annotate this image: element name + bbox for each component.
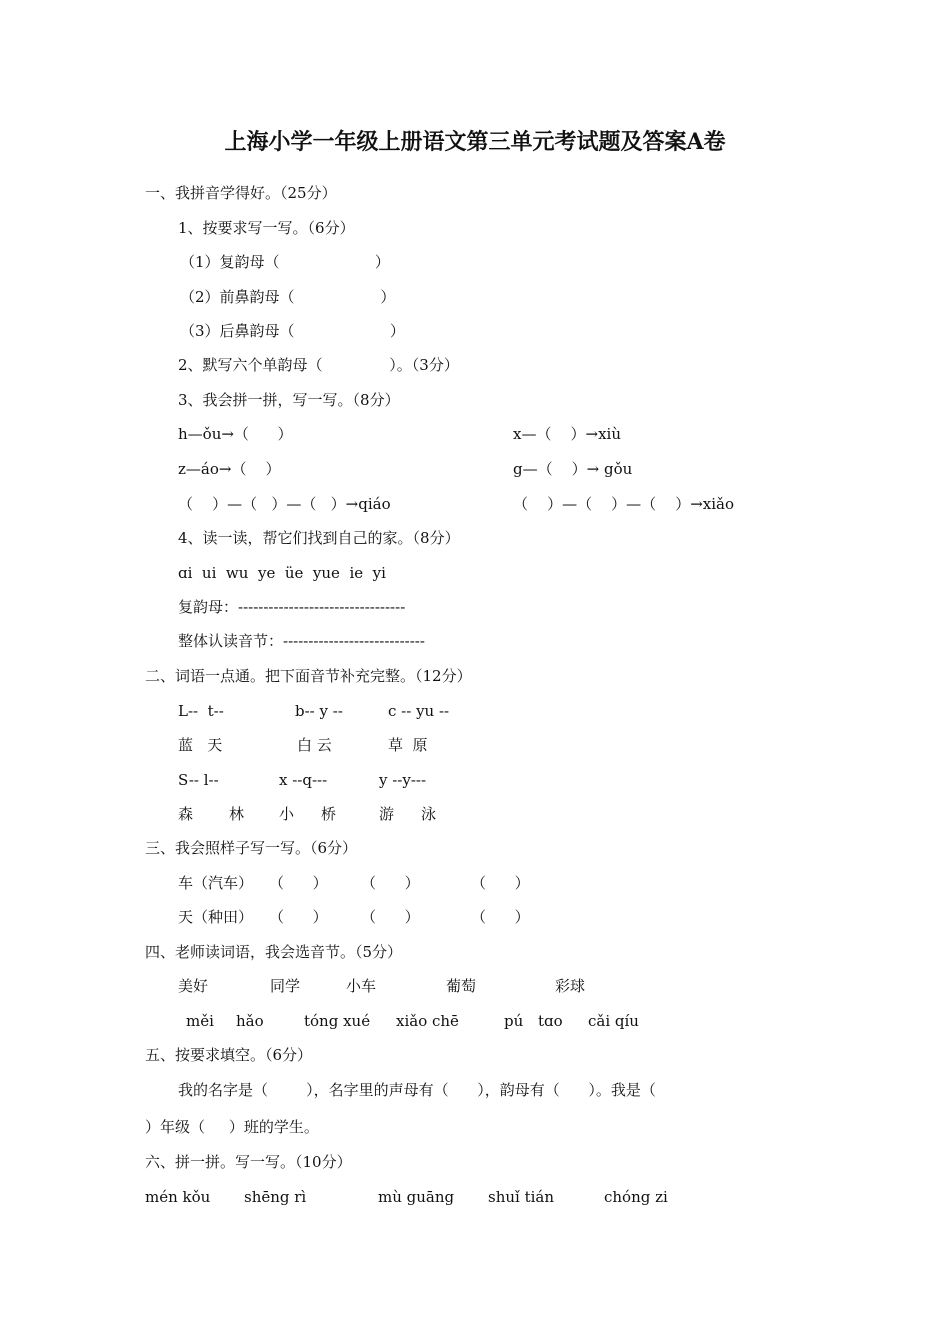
page-title: 上海小学一年级上册语文第三单元考试题及答案A卷 xyxy=(224,129,726,155)
spell-row-2-left: z—áo→（ ） xyxy=(178,460,281,478)
spell-row-1-right: x—（ ）→xiù xyxy=(513,425,622,443)
pinyin-shuitian: shuǐ tián xyxy=(488,1188,555,1206)
pinyin-blank-3: c -- yu -- xyxy=(388,702,450,720)
section-2-heading: 二、词语一点通。把下面音节补充完整。（12分） xyxy=(145,667,472,685)
pinyin-blank-4: S-- l-- xyxy=(178,771,219,789)
word-meihao: 美好 xyxy=(178,977,209,995)
question-1-1-a: （1）复韵母（ ） xyxy=(180,253,390,271)
spell-row-3-left: （ ）—（ ）—（ ）→qiáo xyxy=(178,495,391,513)
question-1-4: 4、读一读，帮它们找到自己的家。（8分） xyxy=(178,529,460,547)
example-tian: 天（种田） xyxy=(178,908,254,926)
char-qiao: 桥 xyxy=(321,805,337,823)
pinyin-hao: hǎo xyxy=(236,1012,264,1030)
blank-3-1: （ ） xyxy=(269,874,328,892)
fill-line-1: 我的名字是（ ），名字里的声母有（ ），韵母有（ ）。我是（ xyxy=(178,1081,656,1099)
pinyin-shengri: shēng rì xyxy=(244,1188,307,1206)
pinyin-blank-1: L-- t-- xyxy=(178,702,224,720)
pinyin-blank-2: b-- y -- xyxy=(295,702,343,720)
char-lin: 林 xyxy=(229,805,245,823)
word-xiaoche: 小车 xyxy=(346,977,377,995)
syllable-list: ɑi ui wu ye üe yue ie yi xyxy=(178,564,386,582)
pinyin-muguang: mù guāng xyxy=(378,1188,455,1206)
fill-line-2: ）年级（ ）班的学生。 xyxy=(145,1118,319,1136)
char-you: 游 xyxy=(379,805,395,823)
word-caiqiu: 彩球 xyxy=(555,977,586,995)
pinyin-tongxue: tóng xué xyxy=(304,1012,371,1030)
spell-row-2-right: g—（ ）→ gǒu xyxy=(513,460,633,478)
word-lantian: 蓝 天 xyxy=(178,736,223,754)
word-baiyun: 白 云 xyxy=(297,736,332,754)
spell-row-3-right: （ ）—（ ）—（ ）→xiǎo xyxy=(513,495,735,513)
whole-syllables-line: 整体认读音节：---------------------------- xyxy=(178,632,425,650)
blank-3-4: （ ） xyxy=(269,908,328,926)
blank-3-5: （ ） xyxy=(361,908,420,926)
pinyin-blank-5: x --q--- xyxy=(279,771,328,789)
example-car: 车（汽车） xyxy=(178,874,254,892)
question-1-1-c: （3）后鼻韵母（ ） xyxy=(180,322,405,340)
char-sen: 森 xyxy=(178,805,194,823)
section-5-heading: 五、按要求填空。（6分） xyxy=(145,1046,313,1064)
word-tongxue: 同学 xyxy=(270,977,301,995)
compound-finals-line: 复韵母：--------------------------------- xyxy=(178,598,406,616)
pinyin-tao: tɑo xyxy=(538,1012,563,1030)
pinyin-pu: pú xyxy=(504,1012,524,1030)
pinyin-blank-6: y --y--- xyxy=(379,771,427,789)
blank-3-6: （ ） xyxy=(471,908,530,926)
section-6-heading: 六、拼一拼。写一写。（10分） xyxy=(145,1153,352,1171)
pinyin-menkou: mén kǒu xyxy=(145,1188,211,1206)
section-3-heading: 三、我会照样子写一写。（6分） xyxy=(145,839,358,857)
blank-3-3: （ ） xyxy=(471,874,530,892)
blank-3-2: （ ） xyxy=(361,874,420,892)
question-1-1-b: （2）前鼻韵母（ ） xyxy=(180,288,396,306)
pinyin-xiaoche: xiǎo chē xyxy=(396,1012,459,1030)
char-xiao: 小 xyxy=(279,805,295,823)
spell-row-1-left: h—ǒu→（ ） xyxy=(178,425,293,443)
pinyin-mei: měi xyxy=(186,1012,214,1030)
char-yong: 泳 xyxy=(421,805,437,823)
pinyin-caiqiu: cǎi qíu xyxy=(588,1012,639,1030)
question-1-1: 1、按要求写一写。（6分） xyxy=(178,219,355,237)
word-caoyuan: 草 原 xyxy=(388,736,428,754)
question-1-2: 2、默写六个单韵母（ ）。（3分） xyxy=(178,356,459,374)
section-4-heading: 四、老师读词语，我会选音节。（5分） xyxy=(145,943,403,961)
pinyin-chongzi: chóng zi xyxy=(604,1188,668,1206)
question-1-3: 3、我会拼一拼，写一写。（8分） xyxy=(178,391,400,409)
section-1-heading: 一、我拼音学得好。（25分） xyxy=(145,184,337,202)
word-putao: 葡萄 xyxy=(446,977,477,995)
